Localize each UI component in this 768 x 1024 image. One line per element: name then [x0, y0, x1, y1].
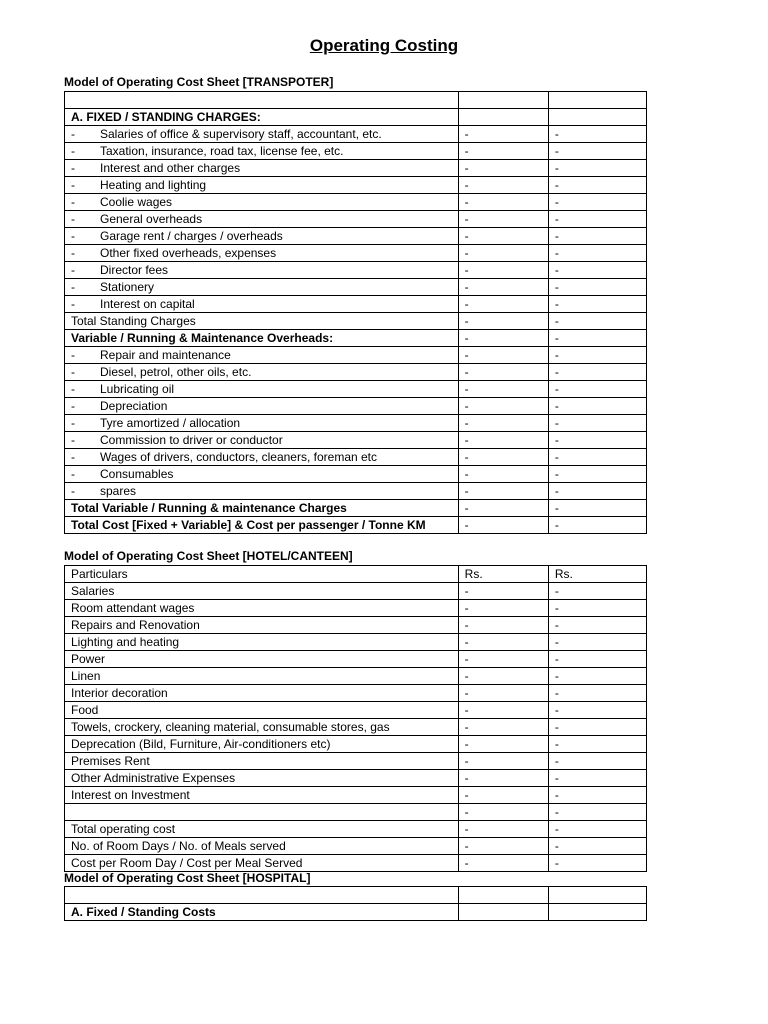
table-row — [65, 668, 647, 685]
line-item-label: Interest on capital — [100, 296, 195, 311]
value-cell: - — [548, 296, 646, 313]
value-cell: - — [458, 381, 548, 398]
value-cell: - — [458, 483, 548, 500]
value-cell: - — [548, 855, 646, 872]
value-cell: - — [458, 736, 548, 753]
particular-cell: Repairs and Renovation — [65, 617, 459, 634]
particular-cell: Other Administrative Expenses — [65, 770, 459, 787]
header-cell — [458, 92, 548, 109]
line-item — [65, 432, 459, 449]
value-cell: - — [548, 702, 646, 719]
table-row — [65, 787, 647, 804]
header-cell — [548, 887, 646, 904]
line-item-label: Coolie wages — [100, 194, 173, 209]
value-cell: - — [458, 719, 548, 736]
bullet-dash: - — [71, 483, 75, 498]
line-item — [65, 262, 459, 279]
variable-heading: Variable / Running & Maintenance Overheads: — [65, 330, 459, 347]
line-item-label: Tyre amortized / allocation — [100, 415, 241, 430]
line-item-label: Depreciation — [100, 398, 168, 413]
hospital-cost-table — [64, 886, 647, 921]
line-item-label: Interest and other charges — [100, 160, 241, 175]
total-row — [65, 517, 647, 534]
line-item — [65, 194, 459, 211]
line-item — [65, 415, 459, 432]
hotel-heading: Model of Operating Cost Sheet [HOTEL/CANTEEN] — [64, 549, 353, 563]
value-cell: - — [458, 449, 548, 466]
value-cell: - — [458, 500, 548, 517]
table-row — [65, 347, 647, 364]
table-row — [65, 685, 647, 702]
page-title: Operating Costing — [309, 36, 459, 55]
value-cell: - — [548, 821, 646, 838]
total-variable-label: Total Variable / Running & maintenance Charges — [65, 500, 459, 517]
line-item-label: Consumables — [100, 466, 174, 481]
section-heading-row — [65, 904, 647, 921]
value-cell: - — [548, 668, 646, 685]
table-row — [65, 600, 647, 617]
value-cell: - — [458, 262, 548, 279]
value-cell: - — [458, 126, 548, 143]
value-cell: - — [458, 177, 548, 194]
value-cell: - — [458, 160, 548, 177]
value-cell: - — [548, 449, 646, 466]
line-item — [65, 160, 459, 177]
value-cell: - — [548, 804, 646, 821]
value-cell: - — [458, 770, 548, 787]
table-row — [65, 651, 647, 668]
line-item — [65, 466, 459, 483]
bullet-dash: - — [71, 160, 75, 175]
value-cell: - — [548, 364, 646, 381]
value-cell: - — [548, 398, 646, 415]
value-cell: - — [458, 432, 548, 449]
value-cell: - — [548, 770, 646, 787]
line-item-label: General overheads — [100, 211, 203, 226]
particular-cell: Cost per Room Day / Cost per Meal Served — [65, 855, 459, 872]
hotel-cost-table — [64, 565, 647, 872]
value-cell: - — [458, 279, 548, 296]
bullet-dash: - — [71, 194, 75, 209]
bullet-dash: - — [71, 245, 75, 260]
line-item — [65, 126, 459, 143]
bullet-dash: - — [71, 296, 75, 311]
value-cell: - — [548, 245, 646, 262]
value-cell: - — [548, 279, 646, 296]
value-cell: - — [458, 838, 548, 855]
value-cell: - — [548, 651, 646, 668]
bullet-dash: - — [71, 177, 75, 192]
line-item — [65, 211, 459, 228]
table-header-row — [65, 92, 647, 109]
line-item-label: Garage rent / charges / overheads — [100, 228, 283, 243]
value-cell — [458, 904, 548, 921]
table-row — [65, 279, 647, 296]
table-row — [65, 770, 647, 787]
value-cell: - — [548, 381, 646, 398]
table-row — [65, 719, 647, 736]
particular-cell: Room attendant wages — [65, 600, 459, 617]
table-row — [65, 617, 647, 634]
value-cell: - — [458, 583, 548, 600]
value-cell: - — [548, 719, 646, 736]
table-row — [65, 177, 647, 194]
value-cell: - — [458, 364, 548, 381]
value-cell: - — [458, 855, 548, 872]
table-row — [65, 228, 647, 245]
value-cell: - — [548, 262, 646, 279]
table-row — [65, 194, 647, 211]
line-item — [65, 177, 459, 194]
table-row — [65, 126, 647, 143]
table-row — [65, 381, 647, 398]
line-item — [65, 228, 459, 245]
value-cell: - — [458, 245, 548, 262]
value-cell: - — [548, 483, 646, 500]
bullet-dash: - — [71, 279, 75, 294]
transporter-heading: Model of Operating Cost Sheet [TRANSPOTER] — [64, 75, 334, 89]
value-cell: - — [548, 634, 646, 651]
table-row — [65, 449, 647, 466]
particular-cell: Deprecation (Bild, Furniture, Air-conditioners etc) — [65, 736, 459, 753]
hospital-heading: Model of Operating Cost Sheet [HOSPITAL] — [64, 871, 311, 885]
value-cell: - — [548, 466, 646, 483]
value-cell: - — [458, 617, 548, 634]
particular-cell: No. of Room Days / No. of Meals served — [65, 838, 459, 855]
value-cell: - — [548, 228, 646, 245]
line-item-label: Other fixed overheads, expenses — [100, 245, 277, 260]
table-row — [65, 583, 647, 600]
table-row — [65, 415, 647, 432]
value-cell: - — [548, 753, 646, 770]
line-item — [65, 296, 459, 313]
table-row — [65, 634, 647, 651]
value-cell: - — [458, 702, 548, 719]
value-cell: - — [458, 600, 548, 617]
header-cell — [548, 92, 646, 109]
section-heading-row — [65, 109, 647, 126]
value-cell: - — [548, 415, 646, 432]
line-item-label: spares — [100, 483, 137, 498]
line-item — [65, 381, 459, 398]
transporter-cost-table — [64, 91, 647, 534]
particular-cell: Premises Rent — [65, 753, 459, 770]
value-cell: - — [548, 347, 646, 364]
line-item-label: Diesel, petrol, other oils, etc. — [100, 364, 252, 379]
rs-header: Rs. — [548, 566, 646, 583]
table-row — [65, 211, 647, 228]
table-row — [65, 245, 647, 262]
table-header-row — [65, 566, 647, 583]
table-header-row — [65, 887, 647, 904]
value-cell: - — [458, 517, 548, 534]
value-cell: - — [548, 330, 646, 347]
table-row — [65, 143, 647, 160]
value-cell: - — [458, 228, 548, 245]
bullet-dash: - — [71, 432, 75, 447]
value-cell: - — [458, 651, 548, 668]
value-cell: - — [458, 634, 548, 651]
line-item — [65, 347, 459, 364]
bullet-dash: - — [71, 381, 75, 396]
value-cell: - — [548, 126, 646, 143]
value-cell: - — [548, 177, 646, 194]
particular-cell: Food — [65, 702, 459, 719]
particular-cell: Towels, crockery, cleaning material, consumable stores, gas — [65, 719, 459, 736]
value-cell: - — [548, 211, 646, 228]
header-cell — [65, 887, 459, 904]
table-row — [65, 736, 647, 753]
value-cell: - — [548, 432, 646, 449]
value-cell: - — [458, 398, 548, 415]
value-cell: - — [548, 313, 646, 330]
table-row — [65, 821, 647, 838]
rs-header: Rs. — [458, 566, 548, 583]
bullet-dash: - — [71, 347, 75, 362]
value-cell: - — [458, 787, 548, 804]
bullet-dash: - — [71, 364, 75, 379]
line-item-label: Stationery — [100, 279, 155, 294]
table-row — [65, 702, 647, 719]
total-standing-label: Total Standing Charges — [65, 313, 459, 330]
value-cell: - — [548, 194, 646, 211]
value-cell: - — [548, 617, 646, 634]
table-row — [65, 466, 647, 483]
value-cell: - — [548, 685, 646, 702]
bullet-dash: - — [71, 211, 75, 226]
value-cell: - — [458, 466, 548, 483]
line-item-label: Lubricating oil — [100, 381, 175, 396]
line-item-label: Commission to driver or conductor — [100, 432, 283, 447]
particulars-header: Particulars — [65, 566, 459, 583]
line-item — [65, 143, 459, 160]
table-row — [65, 262, 647, 279]
bullet-dash: - — [71, 126, 75, 141]
bullet-dash: - — [71, 143, 75, 158]
total-row — [65, 500, 647, 517]
fixed-charges-heading: A. FIXED / STANDING CHARGES: — [65, 109, 459, 126]
line-item-label: Director fees — [100, 262, 169, 277]
value-cell: - — [458, 296, 548, 313]
table-row — [65, 160, 647, 177]
value-cell: - — [458, 753, 548, 770]
table-row — [65, 398, 647, 415]
line-item-label: Wages of drivers, conductors, cleaners, foreman etc — [100, 449, 378, 464]
value-cell: - — [548, 787, 646, 804]
value-cell: - — [458, 685, 548, 702]
line-item-label: Repair and maintenance — [100, 347, 231, 362]
table-row — [65, 432, 647, 449]
value-cell: - — [458, 330, 548, 347]
table-row — [65, 855, 647, 872]
particular-cell: Interest on Investment — [65, 787, 459, 804]
particular-cell: Power — [65, 651, 459, 668]
particular-cell: Total operating cost — [65, 821, 459, 838]
value-cell: - — [548, 160, 646, 177]
line-item — [65, 449, 459, 466]
bullet-dash: - — [71, 398, 75, 413]
line-item — [65, 398, 459, 415]
line-item — [65, 364, 459, 381]
header-cell — [458, 887, 548, 904]
bullet-dash: - — [71, 415, 75, 430]
table-row — [65, 364, 647, 381]
particular-cell — [65, 804, 459, 821]
subtotal-row — [65, 313, 647, 330]
value-cell: - — [458, 821, 548, 838]
bullet-dash: - — [71, 228, 75, 243]
total-cost-label: Total Cost [Fixed + Variable] & Cost per passenger / Tonne KM — [65, 517, 459, 534]
value-cell — [458, 109, 548, 126]
line-item — [65, 279, 459, 296]
line-item — [65, 245, 459, 262]
bullet-dash: - — [71, 262, 75, 277]
value-cell: - — [458, 211, 548, 228]
bullet-dash: - — [71, 466, 75, 481]
value-cell — [548, 109, 646, 126]
value-cell: - — [548, 500, 646, 517]
value-cell: - — [548, 838, 646, 855]
table-row — [65, 838, 647, 855]
fixed-costs-heading: A. Fixed / Standing Costs — [65, 904, 459, 921]
header-cell — [65, 92, 459, 109]
line-item-label: Salaries of office & supervisory staff, accountant, etc. — [100, 126, 382, 141]
line-item — [65, 483, 459, 500]
value-cell: - — [548, 583, 646, 600]
value-cell: - — [548, 517, 646, 534]
value-cell: - — [548, 143, 646, 160]
value-cell: - — [458, 194, 548, 211]
section-heading-row — [65, 330, 647, 347]
line-item-label: Taxation, insurance, road tax, license fee, etc. — [100, 143, 344, 158]
particular-cell: Salaries — [65, 583, 459, 600]
table-row — [65, 753, 647, 770]
bullet-dash: - — [71, 449, 75, 464]
value-cell: - — [548, 736, 646, 753]
value-cell: - — [458, 313, 548, 330]
value-cell: - — [548, 600, 646, 617]
value-cell: - — [458, 415, 548, 432]
value-cell — [548, 904, 646, 921]
line-item-label: Heating and lighting — [100, 177, 207, 192]
table-row — [65, 804, 647, 821]
particular-cell: Linen — [65, 668, 459, 685]
value-cell: - — [458, 668, 548, 685]
particular-cell: Lighting and heating — [65, 634, 459, 651]
table-row — [65, 296, 647, 313]
particular-cell: Interior decoration — [65, 685, 459, 702]
value-cell: - — [458, 804, 548, 821]
value-cell: - — [458, 347, 548, 364]
table-row — [65, 483, 647, 500]
value-cell: - — [458, 143, 548, 160]
